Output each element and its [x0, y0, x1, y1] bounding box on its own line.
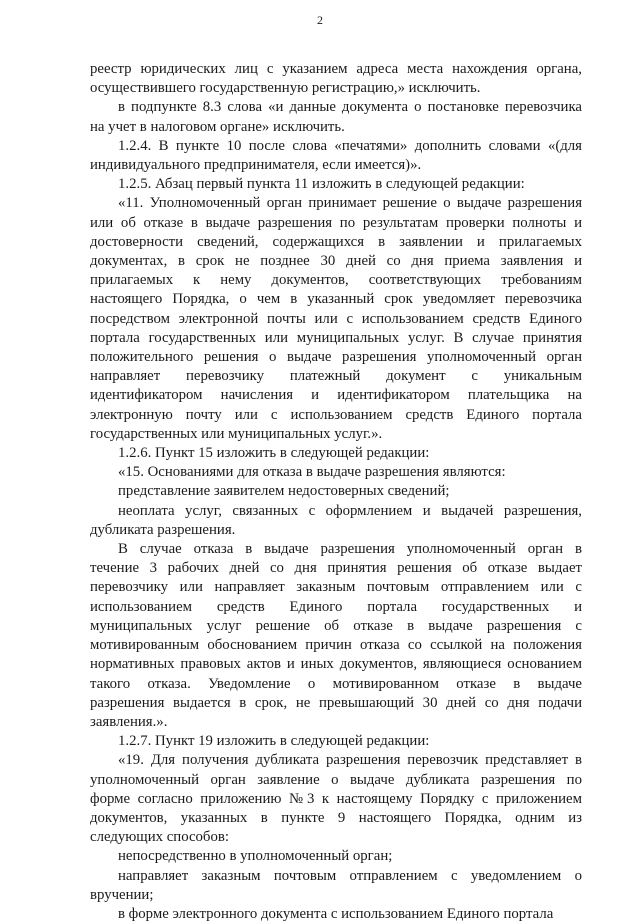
paragraph — [90, 194, 582, 444]
text-line: вручении; — [90, 886, 154, 903]
paragraph — [90, 905, 582, 924]
text-line: использованием средств Единого портала государственных и — [90, 598, 582, 615]
text-line: 1.2.7. Пункт 19 изложить в следующей редакции: — [118, 733, 430, 750]
text-line: индивидуального предпринимателя, если имеется)». — [90, 157, 422, 174]
text-line: документов, указанных в пункте 9 настоящего Порядка, одним из — [90, 809, 582, 826]
text-line: представление заявителем недостоверных сведений; — [118, 483, 450, 500]
text-line: заявления.». — [90, 713, 168, 730]
text-line: 1.2.6. Пункт 15 изложить в следующей редакции: — [118, 445, 430, 462]
text-line: прилагаемых к нему документов, соответствующих требованиям — [90, 272, 582, 289]
text-line: положительного решения о выдаче разрешения уполномоченный орган — [90, 349, 582, 366]
text-line: или об отказе в выдаче разрешения по результатам проверки полноты и — [90, 214, 582, 231]
text-line: уполномоченный орган заявление о выдаче дубликата разрешения по — [90, 771, 582, 788]
text-line: такого отказа. Уведомление о мотивированном отказе в выдаче — [90, 675, 582, 692]
paragraph — [90, 540, 582, 732]
text-line: «19. Для получения дубликата разрешения перевозчик представляет в — [118, 752, 582, 769]
text-line: в форме электронного документа с использованием Единого портала — [118, 905, 554, 922]
text-line: настоящего Порядка, о чем в указанный срок уведомляет перевозчика — [90, 291, 582, 308]
paragraph — [90, 444, 582, 463]
paragraph — [90, 502, 582, 540]
text-line: портала государственных или муниципальных услуг. В случае принятия — [90, 329, 582, 346]
text-line: мотивированным обоснованием причин отказа со ссылкой на положения — [90, 637, 582, 654]
text-line: неоплата услуг, связанных с оформлением и выдачей разрешения, — [118, 502, 582, 519]
paragraph — [90, 751, 582, 847]
text-line: на учет в налоговом органе» исключить. — [90, 118, 345, 135]
text-line: муниципальных услуг решение об отказе в выдаче разрешения с — [90, 617, 582, 634]
text-line: форме согласно приложению №3 к настоящему Порядку с приложением — [90, 790, 582, 807]
text-line: 1.2.4. В пункте 10 после слова «печатями» дополнить словами «(для — [118, 137, 582, 154]
paragraph — [90, 137, 582, 175]
document-body — [90, 60, 582, 924]
paragraph — [90, 732, 582, 751]
text-line: следующих способов: — [90, 829, 229, 846]
text-line: идентификатором начисления и идентификатором плательщика на — [90, 387, 582, 404]
paragraph — [90, 463, 582, 482]
text-line: «15. Основаниями для отказа в выдаче разрешения являются: — [118, 464, 506, 481]
text-line: «11. Уполномоченный орган принимает решение о выдаче разрешения — [118, 195, 582, 212]
text-line: посредством электронной почты или с использованием средств Единого — [90, 310, 582, 327]
text-line: перевозчику или направляет заказным почтовым отправлением или с — [90, 579, 582, 596]
text-line: 1.2.5. Абзац первый пункта 11 изложить в следующей редакции: — [118, 176, 525, 193]
text-line: В случае отказа в выдаче разрешения уполномоченный орган в — [118, 541, 582, 558]
text-line: направляет заказным почтовым отправлением с уведомлением о — [118, 867, 582, 884]
paragraph — [90, 847, 582, 866]
text-line: нормативных правовых актов и иных документов, являющиеся основанием — [90, 656, 582, 673]
page-number: 2 — [317, 13, 323, 27]
text-line: в подпункте 8.3 слова «и данные документа о постановке перевозчика — [118, 99, 582, 116]
paragraph — [90, 98, 582, 136]
paragraph — [90, 60, 582, 98]
paragraph — [90, 867, 582, 905]
text-line: осуществившего государственную регистрацию,» исключить. — [90, 80, 481, 97]
text-line: достоверности сведений, содержащихся в заявлении и прилагаемых — [90, 233, 582, 250]
text-line: направляет перевозчику платежный документ с уникальным — [90, 368, 582, 385]
text-line: электронную почту или с использованием средств Единого портала — [90, 406, 582, 423]
paragraph — [90, 175, 582, 194]
text-line: документах, в срок не позднее 30 дней со дня приема заявления и — [90, 253, 582, 270]
paragraph — [90, 482, 582, 501]
text-line: разрешения выдается в срок, не превышающий 30 дней со дня подачи — [90, 694, 582, 711]
text-line: непосредственно в уполномоченный орган; — [118, 848, 393, 865]
text-line: государственных или муниципальных услуг.». — [90, 425, 383, 442]
text-line: дубликата разрешения. — [90, 521, 236, 538]
text-line: течение 3 рабочих дней со дня принятия решения об отказе выдает — [90, 560, 582, 577]
text-line: реестр юридических лиц с указанием адреса места нахождения органа, — [90, 61, 582, 77]
